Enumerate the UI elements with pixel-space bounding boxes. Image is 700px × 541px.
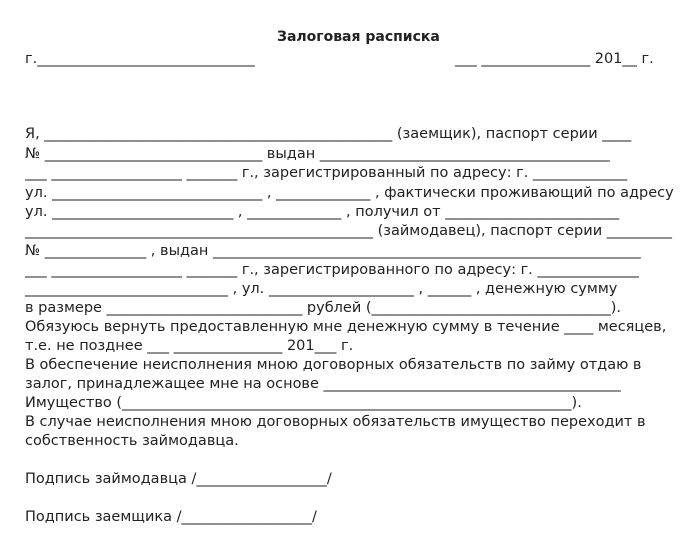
body-line: ____________________________ , ул. ____________________ , ______ , денежную сумму	[25, 281, 618, 297]
body-line: ___ __________________ _______ г., зарегистрированного по адресу: г. ______________	[25, 262, 639, 278]
borrower-signature-line: Подпись заемщика /__________________/	[25, 509, 317, 525]
header-city-field: г.______________________________	[25, 51, 255, 67]
body-line: В случае неисполнения мною договорных обязательств имущество переходит в	[25, 414, 646, 430]
body-line: Обязуюсь вернуть предоставленную мне денежную сумму в течение ____ месяцев,	[25, 319, 667, 335]
body-line: № ______________ , выдан ___________________________________________________________	[25, 243, 641, 259]
body-line: Имущество (______________________________________________________________).	[25, 395, 582, 411]
body-line: В обеспечение неисполнения мною договорных обязательств по займу отдаю в	[25, 357, 642, 373]
body-line: ул. _____________________________ , _____________ , фактически проживающий по адресу	[25, 185, 674, 201]
body-line: Я, ________________________________________________ (заемщик), паспорт серии ____	[25, 126, 632, 142]
body-line: т.е. не позднее ___ _______________ 201___ г.	[25, 338, 354, 354]
body-line: собственность займодавца.	[25, 433, 239, 449]
body-line: в размере ___________________________ рублей (_________________________________).	[25, 300, 622, 316]
lender-signature-line: Подпись займодавца /__________________/	[25, 471, 332, 487]
body-line: ________________________________________________ (займодавец), паспорт серии _________	[25, 223, 672, 239]
header-date-field: ___ _______________ 201__ г.	[455, 51, 654, 67]
body-line: залог, принадлежащее мне на основе _________________________________________	[25, 376, 621, 392]
body-line: № ______________________________ выдан ________________________________________	[25, 146, 610, 162]
body-line: ул. _________________________ , _____________ , получил от ________________________	[25, 204, 620, 220]
body-line: ___ __________________ _______ г., зарегистрированный по адресу: г. _____________	[25, 165, 628, 181]
document-title: Залоговая расписка	[277, 29, 440, 45]
